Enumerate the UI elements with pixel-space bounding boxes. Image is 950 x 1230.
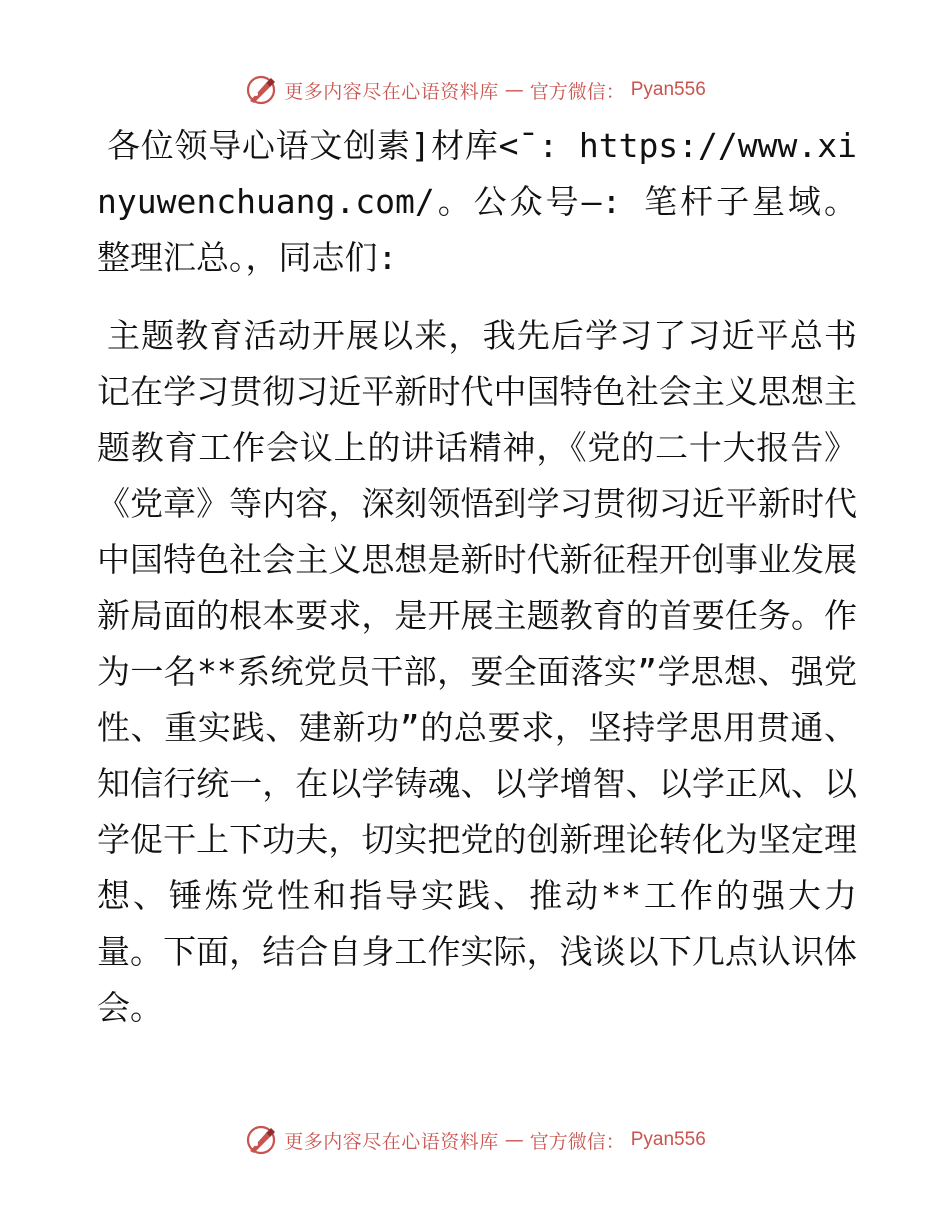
watermark-label: 官方微信：: [529, 80, 625, 103]
watermark-text: 更多内容尽在心语资料库: [284, 1130, 499, 1153]
watermark-wechat-id: Pyan556: [630, 1129, 706, 1150]
paragraph-greeting: 各位领导心语文创素]材库<¯: https://www.xinyuwenchuang.com/。公众号—: 笔杆子星域。整理汇总。，同志们:: [97, 126, 857, 277]
pen-circle-logo-icon: [244, 73, 278, 107]
pen-circle-logo-icon: [244, 1123, 278, 1157]
watermark-label: 官方微信：: [529, 1130, 625, 1153]
footer-watermark: [0, 1120, 950, 1160]
header-watermark: [0, 70, 950, 110]
paragraph-body: 主题教育活动开展以来，我先后学习了习近平总书记在学习贯彻习近平新时代中国特色社会主义思想主题教育工作会议上的讲话精神，《党的二十大报告》《党章》等内容，深刻领悟到学习贯彻习近平新时代中国特色社会主义思想是新时代新征程开创事业发展新局面的根本要求，是开展主题教育的首要任务。作为一名**系统党员干部，要全面落实”学思想、强党性、重实践、建新功”的总要求，坚持学思用贯通、知信行统一，在以学铸魂、以学增智、以学正风、以学促干上下功夫，切实把党的创新理论转化为坚定理想、锤炼党性和指导实践、推动**工作的强大力量。下面，结合自身工作实际，浅谈以下几点认识体会。: [97, 316, 857, 1027]
watermark-separator: —: [504, 1129, 524, 1151]
watermark-separator: —: [504, 79, 524, 101]
watermark-text: 更多内容尽在心语资料库: [284, 80, 499, 103]
watermark-wechat-id: Pyan556: [630, 79, 706, 100]
